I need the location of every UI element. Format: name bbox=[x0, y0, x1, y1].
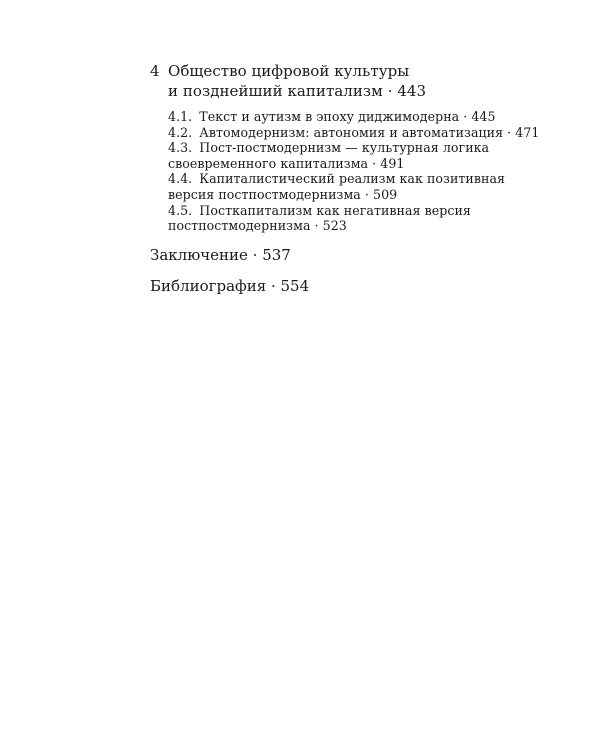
section-line bbox=[168, 125, 570, 141]
section-title: Посткапитализм как негативная версия bbox=[199, 202, 471, 218]
table-of-contents bbox=[150, 61, 570, 296]
section-line-continued: своевременного капитализма · 491 bbox=[168, 155, 405, 171]
section-title: Текст и аутизм в эпоху диджимодерна · 445 bbox=[199, 109, 496, 124]
toc-chapter-4[interactable] bbox=[150, 61, 570, 234]
toc-section-4-5[interactable] bbox=[168, 203, 570, 234]
section-line bbox=[168, 140, 570, 156]
chapter-title-line-2: и позднейший капитализм · 443 bbox=[168, 82, 427, 100]
chapter-title bbox=[168, 61, 570, 101]
toc-section-4-3[interactable] bbox=[168, 140, 570, 171]
toc-section-4-2[interactable] bbox=[168, 125, 570, 141]
chapter-title-line-1: Общество цифровой культуры bbox=[168, 62, 410, 80]
section-line-continued: постпостмодернизма · 523 bbox=[168, 218, 347, 234]
section-number: 4.5. bbox=[168, 202, 193, 218]
toc-conclusion[interactable]: Заключение · 537 bbox=[150, 245, 291, 264]
section-number: 4.4. bbox=[168, 171, 193, 187]
toc-section-4-1[interactable] bbox=[168, 109, 570, 125]
section-line bbox=[168, 171, 570, 187]
section-title: Автомодернизм: автономия и автоматизация · 471 bbox=[199, 124, 540, 140]
section-number: 4.1. bbox=[168, 109, 193, 124]
section-number: 4.3. bbox=[168, 140, 193, 156]
section-title: Пост-постмодернизм — культурная логика bbox=[199, 140, 490, 156]
section-line-continued: версия постпостмодернизма · 509 bbox=[168, 186, 398, 202]
toc-bibliography[interactable]: Библиография · 554 bbox=[150, 276, 310, 295]
toc-sections bbox=[168, 109, 570, 234]
toc-section-4-4[interactable] bbox=[168, 171, 570, 202]
section-line bbox=[168, 203, 570, 219]
chapter-number: 4 bbox=[150, 62, 160, 80]
section-line bbox=[168, 109, 570, 125]
section-number: 4.2. bbox=[168, 124, 193, 140]
section-title: Капиталистический реализм как позитивная bbox=[199, 171, 505, 187]
